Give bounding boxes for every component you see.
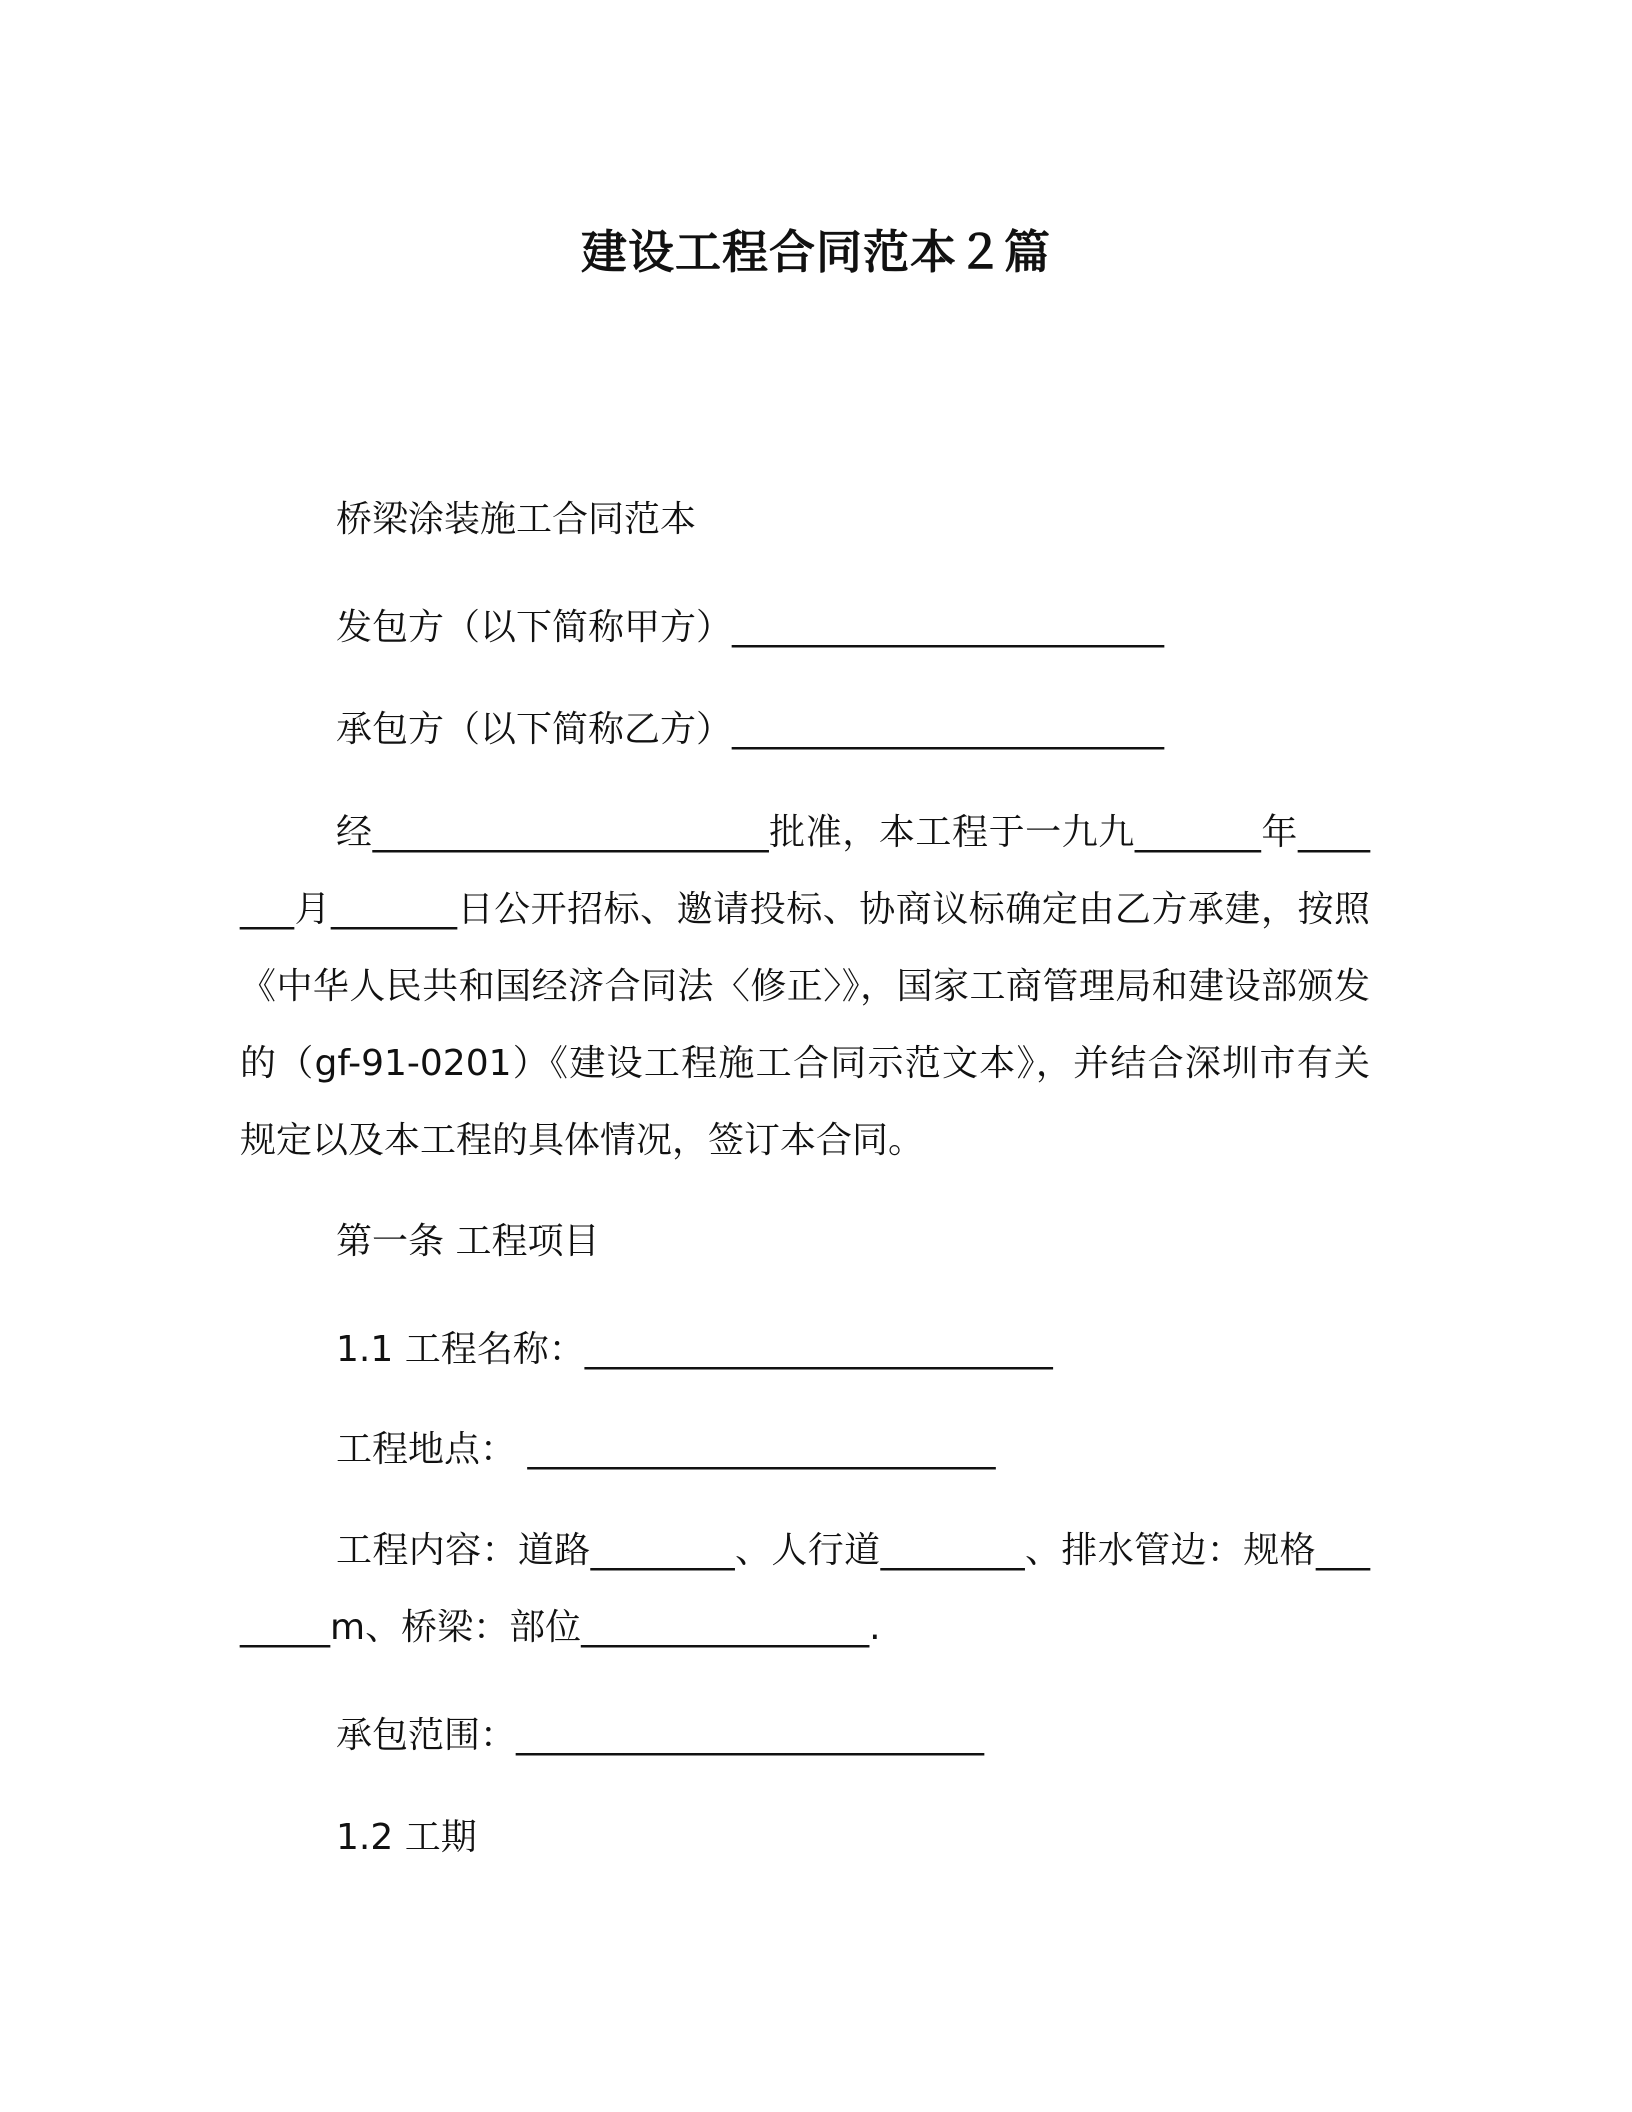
contract-scope-line: 承包范围：__________________________ bbox=[336, 1715, 985, 1756]
project-location-line: 工程地点： __________________________ bbox=[336, 1429, 996, 1470]
subtitle: 桥梁涂装施工合同范本 bbox=[336, 499, 697, 540]
party-b-line: 承包方（以下简称乙方）________________________ bbox=[336, 709, 1165, 750]
schedule-heading: 1.2 工期 bbox=[336, 1817, 477, 1858]
project-content-paragraph: 工程内容：道路________、人行道________、排水管边：规格________m、桥梁：部位________________. bbox=[240, 1530, 1370, 1648]
document-title: 建设工程合同范本２篇 bbox=[581, 225, 1051, 279]
article-1-heading: 第一条 工程项目 bbox=[336, 1221, 600, 1262]
preamble-paragraph: 经______________________批准，本工程于一九九_______年_______月_______日公开招标、邀请投标、协商议标确定由乙方承建，按照《中华人民共和国经济合同法〈修正〉》，国家工商管理局和建设部颁发的（gf-91-0201）《建设工程施工合同示范文本》，并结合深圳市有关规定以及本工程的具体情况，签订本合同。 bbox=[240, 812, 1370, 1161]
project-name-line: 1.1 工程名称：__________________________ bbox=[336, 1329, 1053, 1370]
party-a-line: 发包方（以下简称甲方）________________________ bbox=[336, 607, 1165, 648]
